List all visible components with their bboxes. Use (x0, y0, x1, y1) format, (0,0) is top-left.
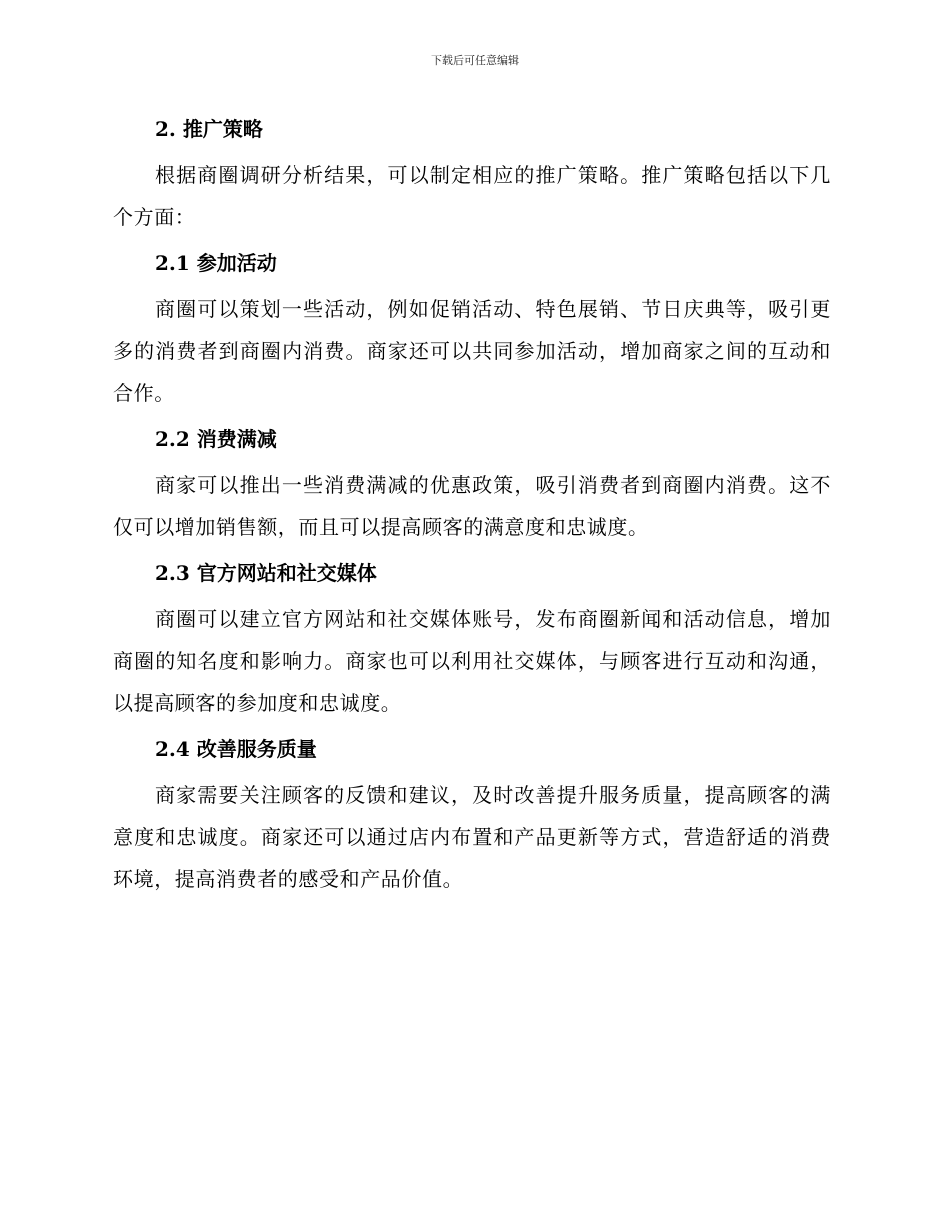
section-heading-join-activities: 2.1 参加活动 (155, 251, 277, 275)
section-heading-spending-discount: 2.2 消费满减 (155, 427, 277, 451)
section-heading-promotion-strategy: 2. 推广策略 (155, 117, 263, 141)
section-heading-service-quality: 2.4 改善服务质量 (155, 737, 317, 761)
section-paragraph-spending-discount: 商家可以推出一些消费满减的优惠政策，吸引消费者到商圈内消费。这不仅可以增加销售额，而且可以提高顾客的满意度和忠诚度。 (113, 473, 831, 539)
document-body (113, 110, 831, 900)
section-paragraph-join-activities: 商圈可以策划一些活动，例如促销活动、特色展销、节日庆典等，吸引更多的消费者到商圈内消费。商家还可以共同参加活动，增加商家之间的互动和合作。 (113, 297, 831, 405)
section-paragraph-service-quality: 商家需要关注顾客的反馈和建议，及时改善提升服务质量，提高顾客的满意度和忠诚度。商家还可以通过店内布置和产品更新等方式，营造舒适的消费环境，提高消费者的感受和产品价值。 (113, 783, 831, 891)
page-header: 下载后可任意编辑 (431, 54, 519, 67)
section-paragraph-promotion-strategy: 根据商圈调研分析结果，可以制定相应的推广策略。推广策略包括以下几个方面： (113, 163, 831, 229)
section-heading-website-social-media: 2.3 官方网站和社交媒体 (155, 561, 377, 585)
section-paragraph-website-social-media: 商圈可以建立官方网站和社交媒体账号，发布商圈新闻和活动信息，增加商圈的知名度和影响力。商家也可以利用社交媒体，与顾客进行互动和沟通，以提高顾客的参加度和忠诚度。 (113, 607, 831, 715)
